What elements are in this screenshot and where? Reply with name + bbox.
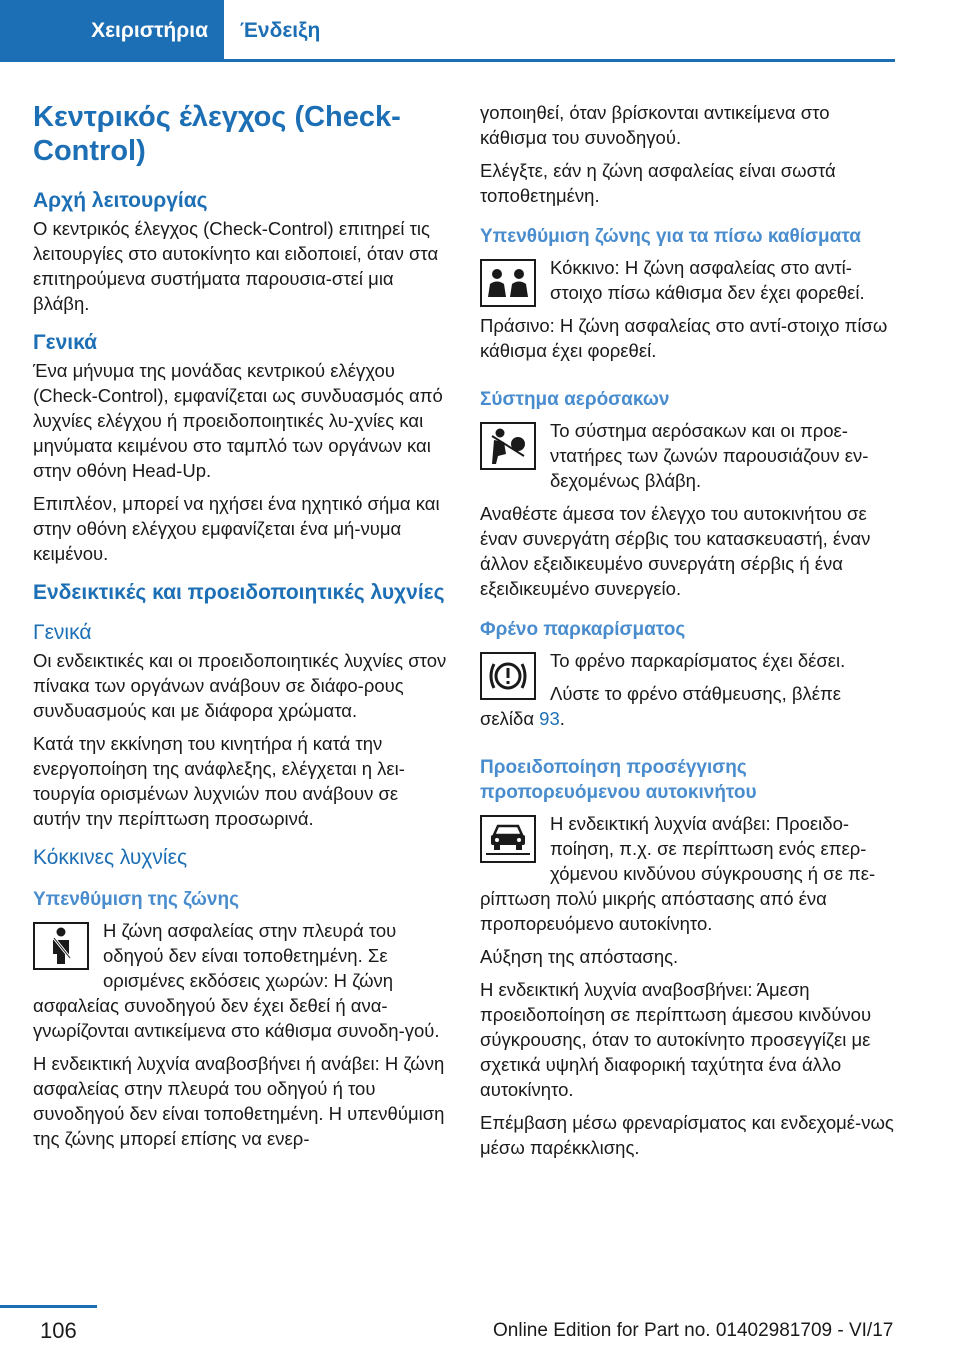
subheading-seatbelt-reminder: Υπενθύμιση της ζώνης <box>33 889 239 910</box>
paragraph: Κόκκινο: Η ζώνη ασφαλείας στο αντί-στοιχο πίσω κάθισμα δεν έχει φορεθεί. <box>550 257 865 303</box>
page-link[interactable]: 93 <box>539 708 560 729</box>
paragraph: Ο κεντρικός έλεγχος (Check-Control) επιτηρεί τις λειτουργίες στο αυτοκίνητο και ειδοποιεί, όταν στα επιτηρούμενα συστήματα παρουσια-στεί μια βλάβη. <box>33 218 439 314</box>
subheading-rear-seat-belts: Υπενθύμιση ζώνης για τα πίσω καθίσματα <box>480 226 861 247</box>
tab-display[interactable]: Ένδειξη <box>240 19 321 42</box>
paragraph: Οι ενδεικτικές και οι προειδοποιητικές λυχνίες στον πίνακα των οργάνων ανάβουν σε διάφο-ρους συνδυασμούς και με διάφορα χρώματα. <box>33 650 447 721</box>
paragraph: Κατά την εκκίνηση του κινητήρα ή κατά την ενεργοποίηση της ανάφλεξης, ελέγχεται η λει-τουργία ορισμένων λυχνιών που ανάβουν σε αυτήν την περίπτωση προσωρινά. <box>33 733 405 829</box>
paragraph: Επιπλέον, μπορεί να ηχήσει ένα ηχητικό σήμα και στην οθόνη ελέγχου εμφανίζεται ένα μή-νυμα κειμένου. <box>33 493 440 564</box>
header-tabbar <box>0 0 895 62</box>
paragraph: Η ζώνη ασφαλείας στην πλευρά του οδηγού δεν είναι τοποθετημένη. Σε ορισμένες εκδόσεις χωρών: Η ζώνη ασφαλείας συνοδηγού δεν έχει δεθεί ή ανα-γνωρίζονται αντικείμενα στο κάθισμα συνοδη-γού. <box>33 920 440 1041</box>
paragraph: Επέμβαση μέσω φρεναρίσματος και ενδεχομέ-νως μέσω παρέκκλισης. <box>480 1112 894 1158</box>
paragraph: Το φρένο παρκαρίσματος έχει δέσει. <box>550 650 846 671</box>
page-number: 106 <box>40 1318 77 1343</box>
paragraph <box>480 681 895 731</box>
subheading-airbag-system: Σύστημα αερόσακων <box>480 389 670 410</box>
section-heading-indicator-lamps: Ενδεικτικές και προειδοποιητικές λυχνίες <box>33 581 445 604</box>
paragraph: Το σύστημα αερόσακων και οι προε-ντατήρες των ζωνών παρουσιάζουν εν-δεχομένως βλάβη. <box>550 420 869 491</box>
paragraph: Η ενδεικτική λυχνία ανάβει: Προειδο-ποίηση, π.χ. σε περίπτωση ενός επερ-χόμενου κινδύνου σύγκρουσης ή σε πε-ρίπτωση πολύ μικρής απόστασης από ένα προπορευόμενο αυτοκίνητο. <box>480 813 876 934</box>
paragraph: γοποιηθεί, όταν βρίσκονται αντικείμενα στο κάθισμα του συνοδηγού. <box>480 102 830 148</box>
paragraph: Η ενδεικτική λυχνία αναβοσβήνει: Άμεση προειδοποίηση σε περίπτωση άμεσου κινδύνου σύγκρουσης, όταν το αυτοκίνητο προσεγγίζει με σχετικά υψηλή διαφορική ταχύτητα ένα άλλο αυτοκίνητο. <box>480 979 872 1100</box>
section-heading-principle: Αρχή λειτουργίας <box>33 189 208 212</box>
paragraph: Ελέγξτε, εάν η ζώνη ασφαλείας είναι σωστά τοποθετημένη. <box>480 160 836 206</box>
page-title: Κεντρικός έλεγχος (Check-Control) <box>33 101 401 167</box>
paragraph: Πράσινο: Η ζώνη ασφαλείας στο αντί-στοιχο πίσω κάθισμα έχει φορεθεί. <box>480 315 888 361</box>
right-column <box>480 100 895 1168</box>
seatbelt-icon <box>33 922 89 970</box>
paragraph: Αναθέστε άμεσα τον έλεγχο του αυτοκινήτου σε έναν συνεργάτη σέρβις του κατασκευαστή, έναν άλλον εξειδικευμένο συνεργάτη σέρβις ή ένα εξειδικευμένο συνεργείο. <box>480 503 871 599</box>
subheading-collision-warning: Προειδοποίηση προσέγγισης προπορευόμενου αυτοκινήτου <box>480 757 757 803</box>
section-heading-general: Γενικά <box>33 331 98 354</box>
section-heading-general-2: Γενικά <box>33 621 92 644</box>
rear-seats-icon <box>480 259 536 307</box>
text: Λύστε το φρένο στάθμευσης, βλέπε σελίδα <box>480 683 842 729</box>
collision-warning-icon <box>480 815 536 863</box>
paragraph: Αύξηση της απόστασης. <box>480 946 679 967</box>
paragraph: Ένα μήνυμα της μονάδας κεντρικού ελέγχου (Check-Control), εμφανίζεται ως συνδυασμός από λυχνίες ελέγχου ή προειδοποιητικές λυ-χνίες και μηνύματα κειμένου στο ταμπλό των οργάνων και στην οθόνη Head-Up. <box>33 360 443 481</box>
footer-rule <box>0 1305 97 1308</box>
tab-controls[interactable]: Χειριστήρια <box>0 0 224 62</box>
edition-note: Online Edition for Part no. 01402981709 - VI/17 <box>493 1320 894 1341</box>
airbag-icon <box>480 422 536 470</box>
parking-brake-icon <box>480 652 536 700</box>
subheading-parking-brake: Φρένο παρκαρίσματος <box>480 619 686 640</box>
paragraph: Η ενδεικτική λυχνία αναβοσβήνει ή ανάβει: Η ζώνη ασφαλείας στην πλευρά του οδηγού ή του συνοδηγού δεν είναι τοποθετημένη. Η υπενθύμιση της ζώνης μπορεί επίσης να ενερ- <box>33 1053 445 1149</box>
text: . <box>559 708 565 729</box>
section-heading-red-lamps: Κόκκινες λυχνίες <box>33 846 188 869</box>
left-column <box>33 100 447 1159</box>
